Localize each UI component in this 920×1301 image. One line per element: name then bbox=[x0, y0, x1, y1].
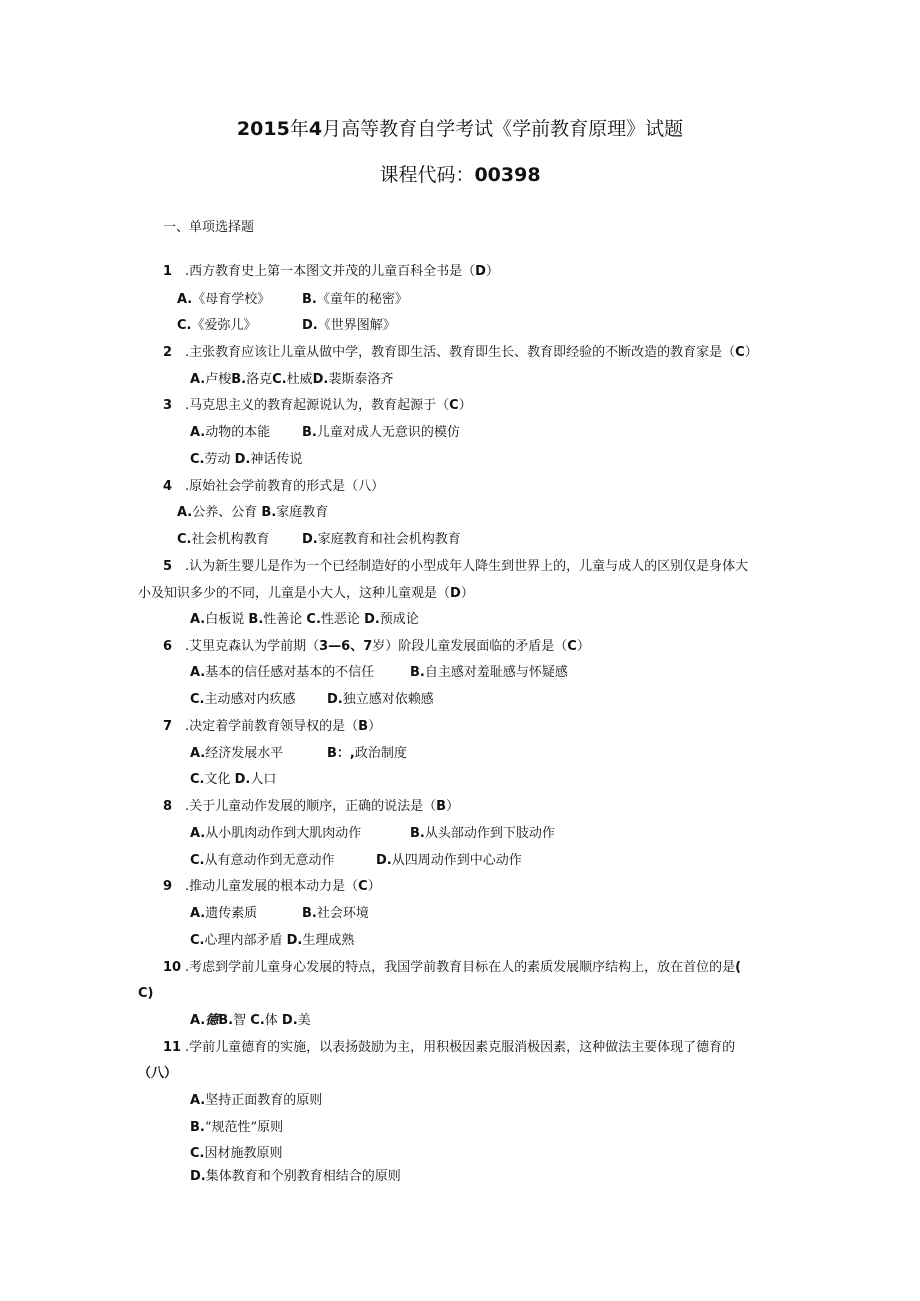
question-7 bbox=[163, 719, 381, 735]
option-text: 家庭教育 bbox=[276, 505, 329, 520]
question-number: 1 bbox=[163, 264, 173, 279]
question-answer: C bbox=[735, 345, 745, 360]
option-label: B. bbox=[218, 1013, 234, 1028]
option-row bbox=[190, 372, 393, 388]
option bbox=[177, 532, 270, 548]
option-text: 遗传素质 bbox=[205, 906, 258, 921]
option-text: 劳动 bbox=[204, 452, 231, 467]
question-number: 3 bbox=[163, 398, 173, 413]
option-text: 心理内部矛盾 bbox=[204, 933, 283, 948]
option-label: D. bbox=[327, 692, 343, 707]
option-label: B. bbox=[190, 1120, 205, 1135]
option-label: C. bbox=[190, 452, 205, 467]
option-text: 集体教育和个别教育相结合的原则 bbox=[205, 1169, 401, 1184]
question-2 bbox=[163, 345, 758, 361]
option-label: B. bbox=[410, 665, 425, 680]
option-text: 智 bbox=[233, 1013, 247, 1028]
option-text: 从小肌肉动作到大肌肉动作 bbox=[205, 826, 362, 841]
question-bracket: ） bbox=[460, 586, 474, 601]
course-code-label: 课程代码： bbox=[379, 164, 475, 186]
option bbox=[177, 292, 270, 308]
option-label: A. bbox=[190, 746, 206, 761]
option-label: D. bbox=[234, 772, 251, 787]
question-answer: C bbox=[449, 398, 459, 413]
question-bracket: ) bbox=[147, 986, 154, 1001]
option-label: A. bbox=[190, 425, 206, 440]
option-label: C. bbox=[190, 1146, 205, 1161]
option bbox=[302, 292, 408, 308]
option bbox=[190, 425, 270, 441]
question-answer: C bbox=[567, 639, 577, 654]
option bbox=[376, 853, 522, 869]
question-answer: B bbox=[358, 719, 369, 734]
option-text: 白板说 bbox=[205, 612, 245, 627]
option bbox=[302, 425, 460, 441]
question-text: .西方教育史上第一本图文并茂的儿童百科全书是（ bbox=[185, 264, 476, 279]
option-label: B. bbox=[410, 826, 425, 841]
question-answer: （八） bbox=[138, 1066, 178, 1081]
option-text: 预成论 bbox=[379, 612, 419, 627]
question-1 bbox=[163, 264, 499, 280]
question-answer: B bbox=[436, 799, 447, 814]
page-title bbox=[0, 114, 920, 141]
question-text: 小及知识多少的不同，儿童是小大人，这种儿童观是（ bbox=[138, 586, 451, 601]
option-label: D. bbox=[281, 1013, 298, 1028]
question-text: 岁）阶段儿童发展面临的矛盾是（ bbox=[372, 639, 568, 654]
option-label: A. bbox=[177, 292, 193, 307]
question-text: .认为新生婴儿是作为一个已经制造好的小型成年人降生到世界上的，儿童与成人的区别仅是身体大 bbox=[185, 559, 749, 574]
question-bracket: ） bbox=[446, 799, 460, 814]
option-label: C. bbox=[190, 772, 205, 787]
option-text: 《母育学校》 bbox=[192, 292, 271, 307]
option bbox=[190, 826, 361, 842]
question-answer: D bbox=[450, 586, 461, 601]
option-row bbox=[190, 772, 276, 788]
option-text: 洛克 bbox=[246, 372, 273, 387]
question-10-answer bbox=[138, 986, 154, 1002]
option-label: A. bbox=[190, 1013, 206, 1028]
option bbox=[190, 1093, 322, 1109]
option-label: A. bbox=[190, 906, 206, 921]
option-text: 社会机构教育 bbox=[191, 532, 270, 547]
question-number: 2 bbox=[163, 345, 173, 360]
question-8 bbox=[163, 799, 459, 815]
question-bracket: ） bbox=[744, 345, 758, 360]
question-bracket: ） bbox=[458, 398, 472, 413]
question-6 bbox=[163, 639, 590, 655]
option bbox=[190, 692, 296, 708]
option-label: D. bbox=[364, 612, 380, 627]
option-label: D. bbox=[286, 933, 303, 948]
option-text: 社会环境 bbox=[316, 906, 369, 921]
title-text: 月高等教育自学考试《学前教育原理》试题 bbox=[322, 118, 684, 140]
option bbox=[302, 532, 461, 548]
option-label: B. bbox=[302, 906, 317, 921]
option-text: 因材施教原则 bbox=[204, 1146, 283, 1161]
question-3 bbox=[163, 398, 472, 414]
question-number: 11 bbox=[163, 1040, 182, 1055]
option bbox=[190, 906, 257, 922]
option-label: B. bbox=[302, 425, 317, 440]
question-5-continued bbox=[138, 586, 474, 602]
option bbox=[190, 746, 283, 762]
question-answer: C bbox=[138, 986, 148, 1001]
option-text: 性善论 bbox=[263, 612, 303, 627]
question-number: 8 bbox=[163, 799, 173, 814]
option-text: 《爱弥儿》 bbox=[191, 318, 257, 333]
option-label: D. bbox=[190, 1169, 206, 1184]
option-text: 动物的本能 bbox=[205, 425, 271, 440]
question-text: .艾里克森认为学前期（ bbox=[185, 639, 320, 654]
option bbox=[327, 746, 407, 762]
option-row bbox=[190, 1013, 311, 1029]
option-label: A. bbox=[190, 612, 206, 627]
option-text: 基本的信任感对基本的不信任 bbox=[205, 665, 375, 680]
section-heading: 一、单项选择题 bbox=[163, 220, 255, 235]
question-number: 4 bbox=[163, 479, 173, 494]
option-text: 文化 bbox=[204, 772, 231, 787]
option bbox=[302, 318, 396, 334]
question-bracket: ） bbox=[576, 639, 590, 654]
option-label: C. bbox=[306, 612, 321, 627]
option bbox=[410, 665, 568, 681]
question-number: 10 bbox=[163, 960, 182, 975]
option bbox=[190, 1169, 401, 1185]
question-number: 7 bbox=[163, 719, 173, 734]
question-4 bbox=[163, 479, 384, 495]
option-label: C. bbox=[190, 853, 205, 868]
option-label: B. bbox=[302, 292, 317, 307]
question-answer: C bbox=[358, 879, 368, 894]
option-label: D. bbox=[302, 532, 318, 547]
option-text: 家庭教育和社会机构教育 bbox=[317, 532, 461, 547]
question-answer: D bbox=[475, 264, 486, 279]
option-label: A. bbox=[190, 665, 206, 680]
option-label: D. bbox=[302, 318, 318, 333]
option-label: B. bbox=[261, 505, 277, 520]
option-text: 政治制度 bbox=[354, 746, 407, 761]
question-text: .主张教育应该让儿童从做中学，教育即生活、教育即生长、教育即经验的不断改造的教育家是（ bbox=[185, 345, 736, 360]
option-text: 坚持正面教育的原则 bbox=[205, 1093, 323, 1108]
question-5 bbox=[163, 559, 748, 575]
option-text: 性恶论 bbox=[320, 612, 360, 627]
question-text: .考虑到学前儿童身心发展的特点，我国学前教育目标在人的素质发展顺序结构上，放在首位的是 bbox=[185, 960, 736, 975]
option-text: 美 bbox=[297, 1013, 311, 1028]
option-text: 儿童对成人无意识的模仿 bbox=[316, 425, 460, 440]
question-bracket: ） bbox=[367, 879, 381, 894]
option-text: 神话传说 bbox=[250, 452, 303, 467]
option-label: D. bbox=[312, 372, 329, 387]
option-label: C. bbox=[177, 318, 192, 333]
question-text: .马克思主义的教育起源说认为，教育起源于（ bbox=[185, 398, 450, 413]
option-text: 卢梭 bbox=[205, 372, 232, 387]
option bbox=[410, 826, 555, 842]
option-text: 人口 bbox=[250, 772, 277, 787]
title-year: 2015 bbox=[236, 118, 290, 140]
age-range: 3—6、7 bbox=[319, 639, 373, 654]
option-text: 从头部动作到下肢动作 bbox=[424, 826, 555, 841]
question-11-answer bbox=[138, 1066, 177, 1082]
option-label: A. bbox=[190, 372, 206, 387]
option-row bbox=[190, 452, 302, 468]
option-row bbox=[177, 505, 328, 521]
option-row bbox=[190, 933, 354, 949]
option-label: C. bbox=[190, 692, 205, 707]
question-text: .关于儿童动作发展的顺序，正确的说法是（ bbox=[185, 799, 437, 814]
option-label: D. bbox=[376, 853, 392, 868]
option-text: 体 bbox=[264, 1013, 278, 1028]
option-text: 生理成熟 bbox=[302, 933, 355, 948]
question-9 bbox=[163, 879, 381, 895]
option bbox=[190, 665, 374, 681]
option-label: B. bbox=[231, 372, 247, 387]
option-text: 德 bbox=[205, 1013, 219, 1028]
option-text: 裴斯泰洛齐 bbox=[328, 372, 394, 387]
option-text: 《世界图解》 bbox=[317, 318, 396, 333]
question-11 bbox=[163, 1040, 735, 1056]
option-text: 杜威 bbox=[286, 372, 313, 387]
title-month: 4 bbox=[308, 118, 323, 140]
option bbox=[190, 1146, 283, 1162]
option-label: A. bbox=[177, 505, 193, 520]
question-text: .学前儿童德育的实施，以表扬鼓励为主，用积极因素克服消极因素，这种做法主要体现了德育的 bbox=[185, 1040, 736, 1055]
question-text: .决定着学前教育领导权的是（ bbox=[185, 719, 359, 734]
option-label: C. bbox=[177, 532, 192, 547]
option-text: 独立感对依赖感 bbox=[342, 692, 434, 707]
option bbox=[177, 318, 257, 334]
question-bracket: ） bbox=[368, 719, 382, 734]
course-code-line bbox=[0, 160, 920, 187]
question-bracket: ） bbox=[485, 264, 499, 279]
question-number: 5 bbox=[163, 559, 173, 574]
option-text: 自主感对羞耻感与怀疑感 bbox=[424, 665, 568, 680]
question-10 bbox=[163, 960, 741, 976]
option-row bbox=[190, 612, 419, 628]
option bbox=[190, 1120, 283, 1136]
option-label: A. bbox=[190, 1093, 206, 1108]
option-label: B. bbox=[248, 612, 264, 627]
option-label: A. bbox=[190, 826, 206, 841]
question-text: .推动儿童发展的根本动力是（ bbox=[185, 879, 359, 894]
option-text: 公养、公育 bbox=[192, 505, 258, 520]
option bbox=[302, 906, 369, 922]
option-text: 从有意动作到无意动作 bbox=[204, 853, 335, 868]
option-text: 经济发展水平 bbox=[205, 746, 284, 761]
option-label: C. bbox=[272, 372, 287, 387]
title-year-suffix: 年 bbox=[289, 118, 309, 140]
question-text: .原始社会学前教育的形式是（八） bbox=[185, 479, 385, 494]
option bbox=[190, 853, 335, 869]
option-label: C. bbox=[250, 1013, 265, 1028]
option-text: 主动感对内疚感 bbox=[204, 692, 296, 707]
option-label: C. bbox=[190, 933, 205, 948]
option-text: “规范性”原则 bbox=[204, 1120, 284, 1135]
option bbox=[327, 692, 434, 708]
course-code: 00398 bbox=[474, 164, 541, 186]
option-text: 《童年的秘密》 bbox=[316, 292, 408, 307]
option-label: D. bbox=[234, 452, 251, 467]
question-number: 9 bbox=[163, 879, 173, 894]
question-number: 6 bbox=[163, 639, 173, 654]
option-label: B：, bbox=[327, 746, 355, 761]
option-text: 从四周动作到中心动作 bbox=[391, 853, 522, 868]
question-bracket: ( bbox=[735, 960, 742, 975]
